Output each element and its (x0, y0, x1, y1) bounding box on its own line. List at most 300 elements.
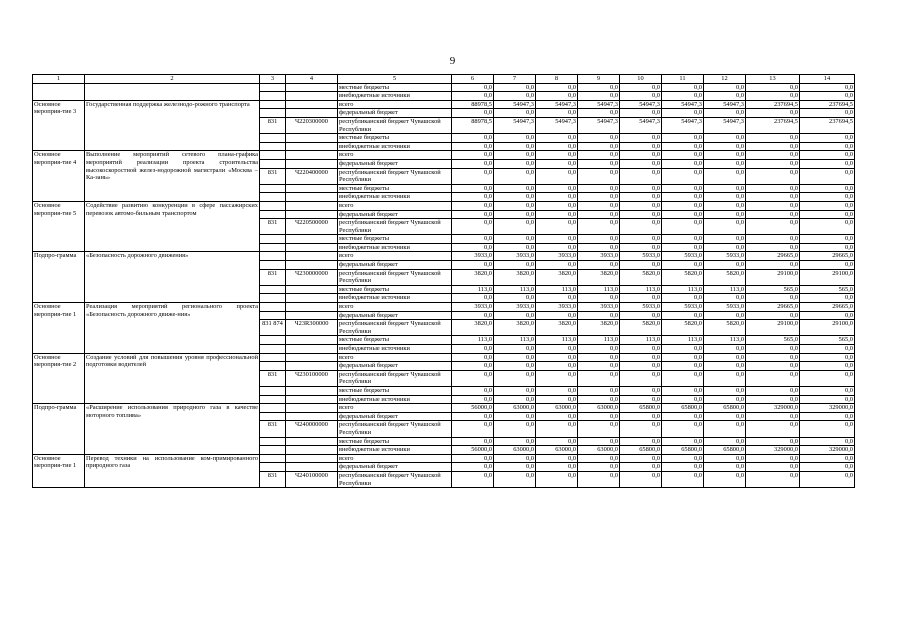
amount-cell: 0,0 (662, 362, 704, 371)
amount-cell: 0,0 (704, 437, 746, 446)
amount-cell: 0,0 (578, 201, 620, 210)
amount-cell: 0,0 (800, 311, 855, 320)
amount-cell: 54947,3 (620, 100, 662, 109)
amount-cell: 0,0 (494, 353, 536, 362)
amount-cell: 0,0 (494, 454, 536, 463)
target-code (286, 159, 338, 168)
amount-cell: 0,0 (578, 412, 620, 421)
target-code (286, 100, 338, 109)
target-code (286, 201, 338, 210)
table-row (33, 454, 855, 463)
amount-cell: 54947,3 (536, 117, 578, 133)
amount-cell: 0,0 (578, 210, 620, 219)
amount-cell: 0,0 (536, 142, 578, 151)
table-row (33, 83, 855, 92)
amount-cell: 5820,0 (662, 320, 704, 336)
funding-source: республиканский бюджет Чувашской Республики (338, 117, 452, 133)
amount-cell: 0,0 (494, 134, 536, 143)
amount-cell: 29665,0 (800, 252, 855, 261)
amount-cell: 0,0 (536, 109, 578, 118)
amount-cell: 0,0 (704, 193, 746, 202)
column-header: 4 (286, 75, 338, 84)
amount-cell: 0,0 (452, 463, 494, 472)
amount-cell: 0,0 (452, 159, 494, 168)
funding-source: федеральный бюджет (338, 261, 452, 270)
page-number: 9 (449, 55, 456, 67)
amount-cell: 0,0 (578, 159, 620, 168)
amount-cell: 0,0 (620, 83, 662, 92)
amount-cell: 0,0 (452, 454, 494, 463)
amount-cell: 0,0 (704, 92, 746, 101)
funding-source: местные бюджеты (338, 336, 452, 345)
amount-cell: 0,0 (536, 345, 578, 354)
amount-cell: 0,0 (536, 168, 578, 184)
table-row (33, 303, 855, 312)
amount-cell: 0,0 (452, 201, 494, 210)
amount-cell: 0,0 (800, 235, 855, 244)
grbs-code (260, 100, 286, 109)
amount-cell: 0,0 (800, 353, 855, 362)
amount-cell: 0,0 (494, 184, 536, 193)
amount-cell: 0,0 (536, 370, 578, 386)
table-row (33, 201, 855, 210)
grbs-code (260, 404, 286, 413)
amount-cell: 88978,5 (452, 100, 494, 109)
funding-source: республиканский бюджет Чувашской Республики (338, 421, 452, 437)
amount-cell: 0,0 (746, 168, 800, 184)
amount-cell: 0,0 (704, 261, 746, 270)
target-code (286, 437, 338, 446)
amount-cell: 0,0 (620, 395, 662, 404)
amount-cell: 0,0 (704, 83, 746, 92)
amount-cell: 0,0 (578, 243, 620, 252)
amount-cell: 0,0 (494, 159, 536, 168)
item-type: Основное мероприя-тие 5 (33, 201, 85, 252)
amount-cell: 0,0 (536, 395, 578, 404)
column-header: 1 (33, 75, 85, 84)
funding-source: местные бюджеты (338, 134, 452, 143)
amount-cell: 0,0 (452, 421, 494, 437)
amount-cell: 0,0 (800, 421, 855, 437)
amount-cell: 0,0 (494, 294, 536, 303)
amount-cell: 0,0 (620, 92, 662, 101)
amount-cell: 0,0 (662, 235, 704, 244)
item-name: «Безопасность дорожного движения» (85, 252, 260, 303)
grbs-code (260, 142, 286, 151)
amount-cell: 0,0 (452, 370, 494, 386)
amount-cell: 0,0 (704, 345, 746, 354)
amount-cell: 0,0 (746, 362, 800, 371)
grbs-code (260, 446, 286, 455)
amount-cell: 565,0 (800, 285, 855, 294)
funding-source: всего (338, 303, 452, 312)
amount-cell: 0,0 (620, 142, 662, 151)
amount-cell: 0,0 (494, 345, 536, 354)
amount-cell: 0,0 (452, 83, 494, 92)
amount-cell: 0,0 (800, 201, 855, 210)
amount-cell: 0,0 (662, 294, 704, 303)
amount-cell: 0,0 (452, 235, 494, 244)
amount-cell: 0,0 (746, 109, 800, 118)
amount-cell: 0,0 (494, 370, 536, 386)
amount-cell: 29100,0 (800, 269, 855, 285)
funding-source: внебюджетные источники (338, 243, 452, 252)
amount-cell: 0,0 (704, 421, 746, 437)
amount-cell: 5933,0 (704, 303, 746, 312)
amount-cell: 5933,0 (662, 303, 704, 312)
amount-cell: 3933,0 (452, 252, 494, 261)
grbs-code (260, 336, 286, 345)
amount-cell: 0,0 (578, 386, 620, 395)
amount-cell: 0,0 (536, 201, 578, 210)
item-type: Основное мероприя-тие 3 (33, 100, 85, 151)
amount-cell: 0,0 (620, 437, 662, 446)
amount-cell: 0,0 (704, 210, 746, 219)
amount-cell: 0,0 (746, 463, 800, 472)
amount-cell: 0,0 (452, 219, 494, 235)
amount-cell: 0,0 (800, 437, 855, 446)
amount-cell: 0,0 (800, 92, 855, 101)
amount-cell: 88978,5 (452, 117, 494, 133)
amount-cell: 0,0 (494, 92, 536, 101)
amount-cell: 0,0 (800, 412, 855, 421)
amount-cell: 0,0 (746, 261, 800, 270)
amount-cell: 0,0 (800, 151, 855, 160)
amount-cell: 0,0 (452, 353, 494, 362)
amount-cell: 0,0 (746, 151, 800, 160)
amount-cell: 0,0 (662, 151, 704, 160)
target-code: Ч230000000 (286, 269, 338, 285)
item-name: «Расширение использования природного газа в качестве моторного топлива» (85, 404, 260, 455)
grbs-code (260, 412, 286, 421)
amount-cell: 0,0 (452, 92, 494, 101)
amount-cell: 113,0 (662, 285, 704, 294)
target-code (286, 151, 338, 160)
amount-cell: 329000,0 (746, 446, 800, 455)
amount-cell: 0,0 (578, 395, 620, 404)
amount-cell: 5933,0 (620, 252, 662, 261)
amount-cell: 0,0 (578, 421, 620, 437)
funding-source: республиканский бюджет Чувашской Республики (338, 219, 452, 235)
amount-cell: 0,0 (746, 210, 800, 219)
amount-cell: 0,0 (620, 235, 662, 244)
target-code (286, 336, 338, 345)
amount-cell: 0,0 (746, 386, 800, 395)
column-header: 13 (746, 75, 800, 84)
amount-cell: 0,0 (746, 311, 800, 320)
amount-cell: 0,0 (494, 235, 536, 244)
amount-cell: 5820,0 (704, 320, 746, 336)
item-name: Выполнение мероприятий сетевого плана-графика мероприятий реализации проекта строительства высокоскоростной желез-нодорожной магистрали «Москва – Ка-зань» (85, 151, 260, 202)
column-header: 12 (704, 75, 746, 84)
amount-cell: 0,0 (620, 159, 662, 168)
amount-cell: 0,0 (704, 159, 746, 168)
amount-cell: 0,0 (800, 395, 855, 404)
amount-cell: 0,0 (452, 109, 494, 118)
amount-cell: 0,0 (704, 168, 746, 184)
grbs-code (260, 463, 286, 472)
item-name: Реализация мероприятий регионального проекта «Безопасность дорожного движе-ния» (85, 303, 260, 354)
amount-cell: 0,0 (620, 193, 662, 202)
target-code (286, 294, 338, 303)
funding-source: всего (338, 201, 452, 210)
funding-source: местные бюджеты (338, 184, 452, 193)
amount-cell: 0,0 (494, 109, 536, 118)
table-row (33, 151, 855, 160)
amount-cell: 0,0 (452, 412, 494, 421)
amount-cell: 0,0 (620, 109, 662, 118)
target-code (286, 243, 338, 252)
amount-cell: 65800,0 (662, 446, 704, 455)
grbs-code (260, 134, 286, 143)
amount-cell: 0,0 (620, 370, 662, 386)
amount-cell: 0,0 (494, 471, 536, 487)
grbs-code: 831 (260, 471, 286, 487)
table-row (33, 100, 855, 109)
amount-cell: 0,0 (662, 92, 704, 101)
amount-cell: 113,0 (620, 336, 662, 345)
amount-cell: 0,0 (494, 168, 536, 184)
amount-cell: 0,0 (704, 454, 746, 463)
amount-cell: 0,0 (536, 294, 578, 303)
target-code (286, 395, 338, 404)
amount-cell: 0,0 (800, 159, 855, 168)
grbs-code (260, 353, 286, 362)
grbs-code (260, 303, 286, 312)
amount-cell: 0,0 (662, 421, 704, 437)
amount-cell: 29100,0 (746, 320, 800, 336)
amount-cell: 0,0 (536, 92, 578, 101)
amount-cell: 0,0 (452, 294, 494, 303)
amount-cell: 0,0 (800, 134, 855, 143)
amount-cell: 0,0 (620, 294, 662, 303)
target-code (286, 446, 338, 455)
amount-cell: 0,0 (704, 134, 746, 143)
grbs-code (260, 285, 286, 294)
amount-cell: 3820,0 (494, 320, 536, 336)
amount-cell: 0,0 (704, 184, 746, 193)
amount-cell: 0,0 (800, 345, 855, 354)
grbs-code (260, 235, 286, 244)
item-type: Основное мероприя-тие 1 (33, 454, 85, 487)
amount-cell: 0,0 (704, 353, 746, 362)
amount-cell: 0,0 (452, 362, 494, 371)
amount-cell: 0,0 (620, 421, 662, 437)
item-type: Подпро-грамма (33, 252, 85, 303)
target-code (286, 362, 338, 371)
amount-cell: 0,0 (662, 184, 704, 193)
amount-cell: 0,0 (800, 193, 855, 202)
column-header: 2 (85, 75, 260, 84)
target-code: Ч220300000 (286, 117, 338, 133)
amount-cell: 0,0 (800, 168, 855, 184)
amount-cell: 0,0 (536, 219, 578, 235)
amount-cell: 0,0 (746, 454, 800, 463)
amount-cell: 329000,0 (800, 446, 855, 455)
header-row (33, 75, 855, 84)
amount-cell: 0,0 (536, 463, 578, 472)
amount-cell: 0,0 (662, 463, 704, 472)
amount-cell: 0,0 (620, 201, 662, 210)
amount-cell: 0,0 (746, 345, 800, 354)
amount-cell: 0,0 (452, 471, 494, 487)
amount-cell: 237694,5 (800, 117, 855, 133)
amount-cell: 0,0 (662, 437, 704, 446)
item-name: Содействие развитию конкуренции в сфере пассажирских перевозок автомо-бильным транспортом (85, 201, 260, 252)
amount-cell: 0,0 (578, 471, 620, 487)
amount-cell: 3933,0 (578, 252, 620, 261)
amount-cell: 3933,0 (452, 303, 494, 312)
funding-source: внебюджетные источники (338, 294, 452, 303)
amount-cell: 0,0 (494, 201, 536, 210)
amount-cell: 0,0 (536, 235, 578, 244)
grbs-code (260, 83, 286, 92)
target-code (286, 261, 338, 270)
amount-cell: 0,0 (662, 311, 704, 320)
funding-source: федеральный бюджет (338, 412, 452, 421)
column-header: 3 (260, 75, 286, 84)
amount-cell: 0,0 (746, 92, 800, 101)
amount-cell: 0,0 (578, 83, 620, 92)
amount-cell: 0,0 (662, 210, 704, 219)
grbs-code (260, 193, 286, 202)
amount-cell: 0,0 (620, 345, 662, 354)
amount-cell: 3820,0 (452, 269, 494, 285)
budget-table (32, 74, 855, 488)
amount-cell: 0,0 (662, 370, 704, 386)
amount-cell: 0,0 (452, 134, 494, 143)
amount-cell: 29665,0 (800, 303, 855, 312)
amount-cell: 0,0 (578, 454, 620, 463)
funding-source: федеральный бюджет (338, 311, 452, 320)
funding-source: местные бюджеты (338, 285, 452, 294)
amount-cell: 0,0 (536, 243, 578, 252)
amount-cell: 0,0 (800, 471, 855, 487)
amount-cell: 0,0 (800, 142, 855, 151)
amount-cell: 0,0 (746, 421, 800, 437)
target-code (286, 252, 338, 261)
amount-cell: 0,0 (536, 193, 578, 202)
amount-cell: 0,0 (536, 437, 578, 446)
amount-cell: 0,0 (452, 210, 494, 219)
amount-cell: 0,0 (800, 83, 855, 92)
grbs-code (260, 294, 286, 303)
amount-cell: 0,0 (578, 362, 620, 371)
target-code: Ч230100000 (286, 370, 338, 386)
target-code (286, 210, 338, 219)
amount-cell: 0,0 (800, 463, 855, 472)
amount-cell: 0,0 (620, 362, 662, 371)
amount-cell: 0,0 (746, 437, 800, 446)
amount-cell: 5820,0 (704, 269, 746, 285)
amount-cell: 0,0 (800, 362, 855, 371)
target-code (286, 235, 338, 244)
amount-cell: 0,0 (620, 454, 662, 463)
amount-cell: 0,0 (578, 193, 620, 202)
amount-cell: 0,0 (452, 243, 494, 252)
funding-source: местные бюджеты (338, 437, 452, 446)
target-code (286, 353, 338, 362)
amount-cell: 0,0 (452, 184, 494, 193)
target-code (286, 193, 338, 202)
target-code: Ч220400000 (286, 168, 338, 184)
amount-cell: 0,0 (536, 83, 578, 92)
funding-source: федеральный бюджет (338, 159, 452, 168)
amount-cell: 0,0 (746, 201, 800, 210)
amount-cell: 5933,0 (704, 252, 746, 261)
target-code (286, 311, 338, 320)
amount-cell: 0,0 (662, 395, 704, 404)
amount-cell: 5820,0 (620, 320, 662, 336)
target-code: Ч220500000 (286, 219, 338, 235)
amount-cell: 65800,0 (704, 404, 746, 413)
amount-cell: 0,0 (800, 109, 855, 118)
amount-cell: 0,0 (452, 193, 494, 202)
funding-source: всего (338, 100, 452, 109)
amount-cell: 0,0 (662, 412, 704, 421)
amount-cell: 0,0 (662, 109, 704, 118)
amount-cell: 29665,0 (746, 303, 800, 312)
amount-cell: 0,0 (746, 219, 800, 235)
funding-source: федеральный бюджет (338, 362, 452, 371)
column-header: 11 (662, 75, 704, 84)
amount-cell: 0,0 (704, 463, 746, 472)
grbs-code (260, 362, 286, 371)
amount-cell: 5933,0 (662, 252, 704, 261)
funding-source: всего (338, 454, 452, 463)
amount-cell: 0,0 (578, 261, 620, 270)
target-code (286, 92, 338, 101)
amount-cell: 0,0 (800, 219, 855, 235)
amount-cell: 0,0 (800, 386, 855, 395)
amount-cell: 0,0 (746, 294, 800, 303)
amount-cell: 0,0 (704, 395, 746, 404)
funding-source: внебюджетные источники (338, 193, 452, 202)
grbs-code: 831 (260, 117, 286, 133)
amount-cell: 0,0 (452, 151, 494, 160)
amount-cell: 0,0 (620, 243, 662, 252)
amount-cell: 0,0 (620, 386, 662, 395)
amount-cell: 0,0 (800, 243, 855, 252)
amount-cell: 0,0 (578, 168, 620, 184)
amount-cell: 0,0 (578, 219, 620, 235)
amount-cell: 0,0 (662, 353, 704, 362)
amount-cell: 0,0 (662, 471, 704, 487)
column-header: 7 (494, 75, 536, 84)
amount-cell: 54947,3 (662, 100, 704, 109)
amount-cell: 3820,0 (452, 320, 494, 336)
grbs-code: 831 874 (260, 320, 286, 336)
amount-cell: 0,0 (800, 294, 855, 303)
amount-cell: 0,0 (662, 219, 704, 235)
amount-cell: 0,0 (800, 370, 855, 386)
amount-cell: 0,0 (536, 159, 578, 168)
amount-cell: 0,0 (620, 261, 662, 270)
amount-cell: 0,0 (662, 345, 704, 354)
amount-cell: 54947,3 (536, 100, 578, 109)
amount-cell: 0,0 (452, 395, 494, 404)
amount-cell: 0,0 (662, 201, 704, 210)
amount-cell: 113,0 (452, 285, 494, 294)
amount-cell: 54947,3 (494, 100, 536, 109)
amount-cell: 63000,0 (578, 446, 620, 455)
funding-source: федеральный бюджет (338, 463, 452, 472)
amount-cell: 0,0 (452, 311, 494, 320)
item-type: Подпро-грамма (33, 404, 85, 455)
amount-cell: 29100,0 (800, 320, 855, 336)
table-row (33, 404, 855, 413)
amount-cell: 0,0 (578, 353, 620, 362)
